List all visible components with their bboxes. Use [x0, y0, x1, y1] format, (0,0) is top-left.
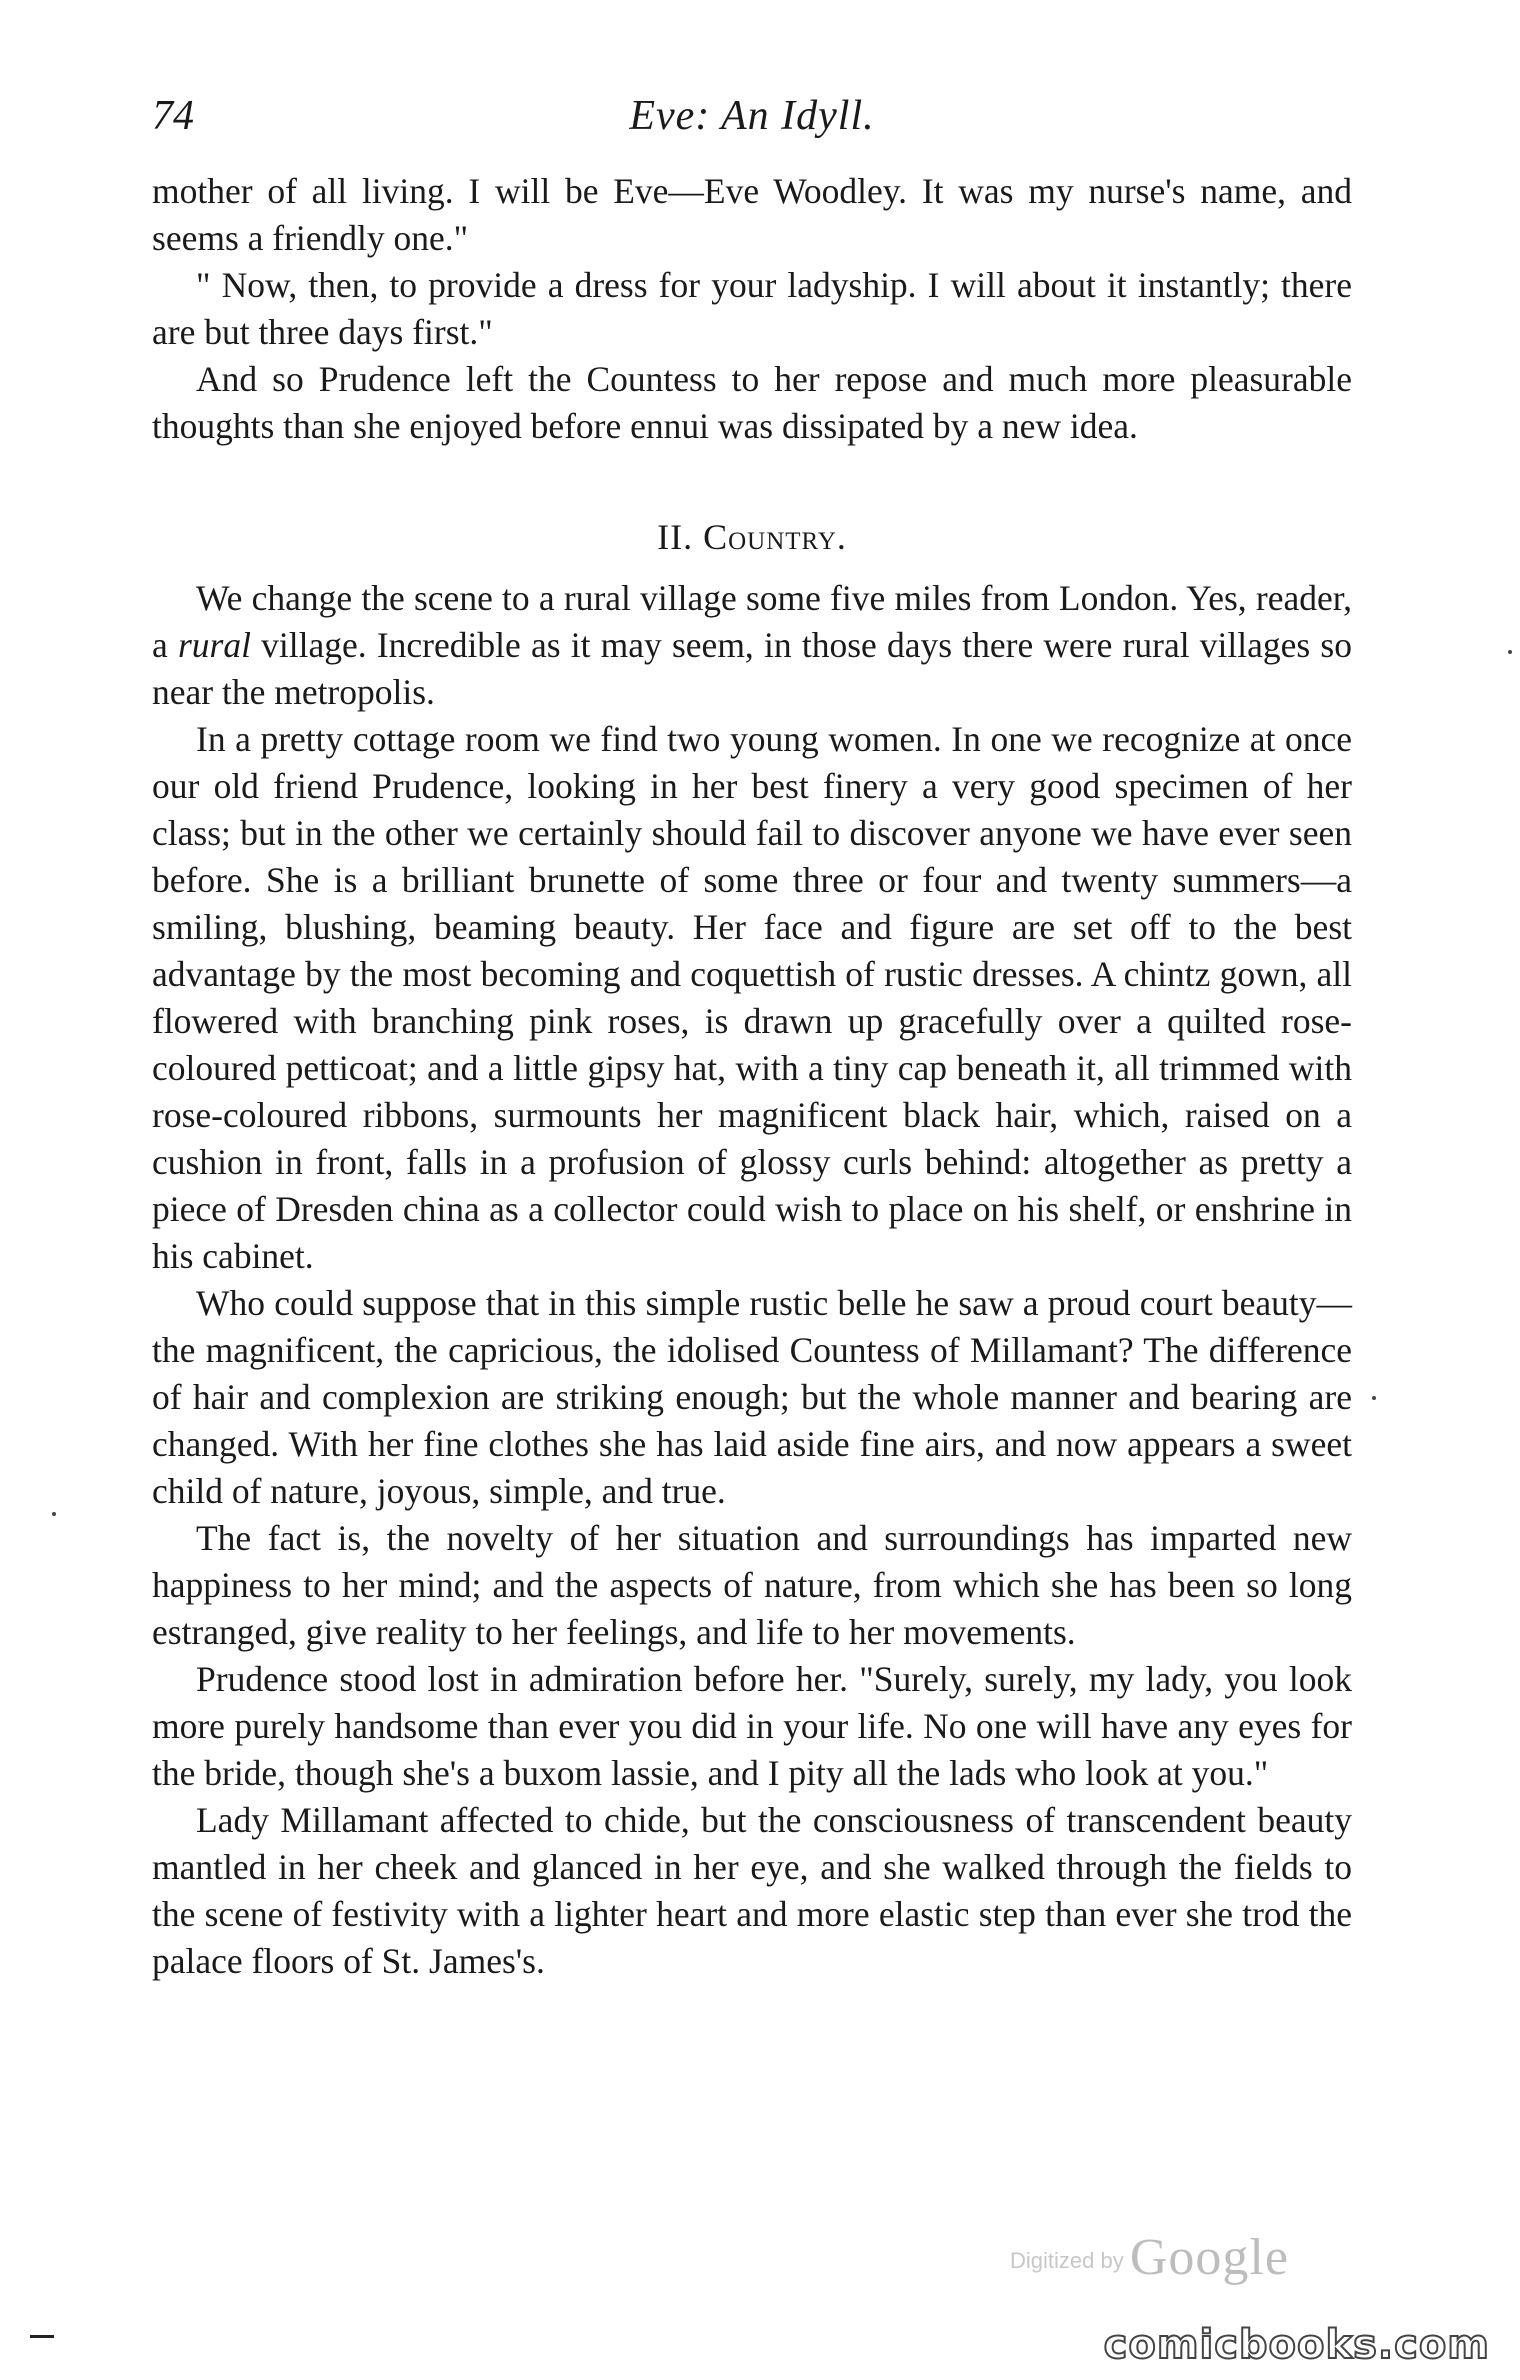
paragraph: And so Prudence left the Countess to her repose and much more pleasurable thoughts than she enjoyed before ennui was dissipated by a new idea. [152, 359, 1352, 446]
paragraph: Who could suppose that in this simple rustic belle he saw a proud court beauty—the magnificent, the capricious, the idolised Countess of Millamant? The difference of hair and complexion are striking enough; but the whole manner and bearing are changed. With her fine clothes she has laid aside fine airs, and now appears a sweet child of nature, joyous, simple, and true. [152, 1283, 1352, 1511]
paragraph [152, 575, 1352, 716]
page-number: 74 [152, 93, 194, 139]
digitized-prefix: Digitized by [1010, 2248, 1124, 2273]
paragraph-text: village. Incredible as it may seem, in those days there were rural villages so near the metropolis. [152, 625, 1352, 712]
paragraph: mother of all living. I will be Eve—Eve Woodley. It was my nurse's name, and seems a friendly one." [152, 171, 1352, 258]
paragraph: Lady Millamant affected to chide, but the consciousness of transcendent beauty mantled in her cheek and glanced in her eye, and she walked through the fields to the scene of festivity with a lighter heart and more elastic step than ever she trod the palace floors of St. James's. [152, 1800, 1352, 1981]
scan-speck [1372, 1396, 1376, 1400]
digitized-watermark [1010, 2228, 1289, 2287]
paragraph: " Now, then, to provide a dress for your ladyship. I will about it instantly; there are but three days first." [152, 265, 1352, 352]
section-heading: II. Country. [657, 517, 847, 557]
paragraph: In a pretty cottage room we find two young women. In one we recognize at once our old friend Prudence, looking in her best finery a very good specimen of her class; but in the other we certainly should fail to discover anyone we have ever seen before. She is a brilliant brunette of some three or four and twenty summers—a smiling, blushing, beaming beauty. Her face and figure are set off to the best advantage by the most becoming and coquettish of rustic dresses. A chintz gown, all flowered with branching pink roses, is drawn up gracefully over a quilted rose-coloured petticoat; and a little gipsy hat, with a tiny cap beneath it, all trimmed with rose-coloured ribbons, surmounts her magnificent black hair, which, raised on a cushion in front, falls in a profusion of glossy curls behind: altogether as pretty a piece of Dresden china as a collector could wish to place on his shelf, or enshrine in his cabinet. [152, 719, 1352, 1276]
digitized-brand: Google [1129, 2229, 1289, 2286]
running-title: Eve: An Idyll. [629, 93, 875, 139]
site-watermark: comicbooks.com [1103, 2322, 1490, 2368]
margin-dash [30, 2335, 54, 2338]
paragraph: Prudence stood lost in admiration before her. "Surely, surely, my lady, you look more purely handsome than ever you did in your life. No one will have any eyes for the bride, though she's a buxom lassie, and I pity all the lads who look at you." [152, 1659, 1352, 1793]
paragraph-text: We change the scene to a rural village some five miles from London. Yes, reader, a [152, 578, 1352, 665]
emphasized-word: rural [177, 625, 251, 665]
body-text [152, 168, 1352, 1985]
page-header [152, 92, 1352, 148]
scan-speck [1508, 650, 1512, 654]
paragraph: The fact is, the novelty of her situation and surroundings has imparted new happiness to her mind; and the aspects of nature, from which she has been so long estranged, give reality to her feelings, and life to her movements. [152, 1518, 1352, 1652]
scan-speck [52, 1512, 56, 1516]
